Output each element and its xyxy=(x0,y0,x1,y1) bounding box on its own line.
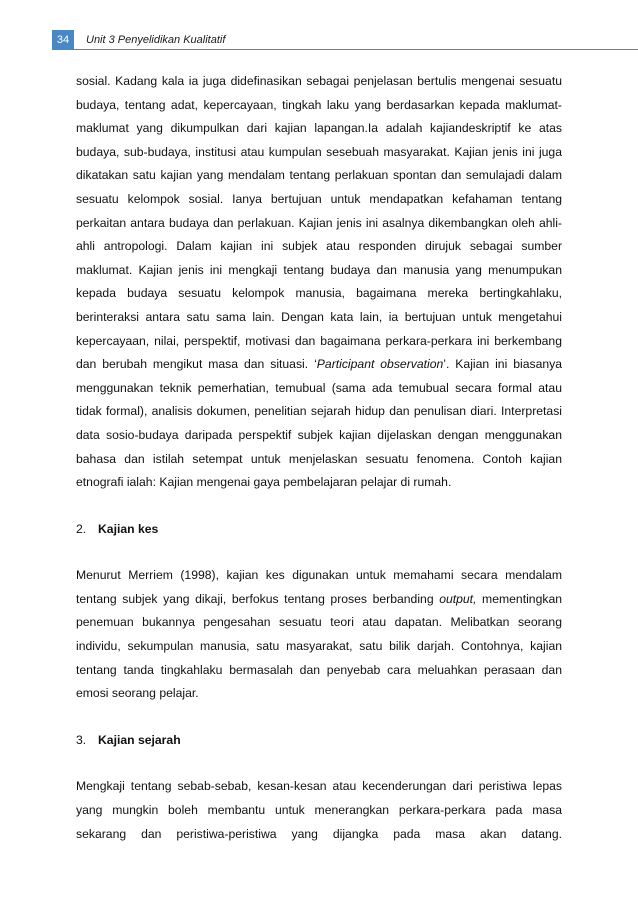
page-header xyxy=(0,28,638,50)
section-title: Kajian kes xyxy=(98,521,159,536)
paragraph-text: Menurut Merriem (1998), kajian kes digunakan untuk memahami secara mendalam tentang subjek yang dikaji, berfokus tentang proses berbanding xyxy=(76,568,562,606)
document-body xyxy=(76,70,562,846)
section-number: 2. xyxy=(76,521,87,536)
case-study-paragraph xyxy=(76,564,562,706)
italic-term: Participant observation xyxy=(316,357,444,372)
section-title: Kajian sejarah xyxy=(98,732,181,747)
history-paragraph: Mengkaji tentang sebab-sebab, kesan-kesan atau kecenderungan dari peristiwa lepas yang mungkin boleh membantu untuk menerangkan perkara-perkara pada masa sekarang dan peristiwa-peristiwa yang dijangka pada masa akan datang. xyxy=(76,779,562,841)
paragraph-text: mementingkan penemuan bukannya pengesahan sesuatu teori atau dapatan. Melibatkan seorang individu, sekumpulan manusia, satu masyarakat, satu bilik darjah. Contohnya, kajian tentang tanda tingkahlaku bermasalah dan penyebab cara meluahkan perasaan dan emosi seorang pelajar. xyxy=(76,591,562,701)
section-heading-case-study xyxy=(76,518,562,542)
paragraph-text: sosial. Kadang kala ia juga didefinasikan sebagai penjelasan bertulis mengenai sesuatu budaya, tentang adat, kepercayaan, tingkah laku yang berdasarkan kepada maklumat-maklumat yang dikumpulkan dari kajian lapangan.Ia adalah kajiandeskriptif ke atas budaya, sub-budaya, institusi atau kumpulan sesebuah masyarakat. Kajian jenis ini juga dikatakan satu kajian yang mendalam tentang perlakuan spontan dan semulajadi dalam sesuatu kelompok sosial. Ianya bertujuan untuk mendapatkan kefahaman tentang perkaitan antara budaya dan perlakuan. Kajian jenis ini asalnya dikembangkan oleh ahli-ahli antropologi. Dalam kajian ini subjek atau responden dirujuk sebagai sumber maklumat. Kajian jenis ini mengkaji tentang budaya dan manusia yang menumpukan kepada budaya sesuatu kelompok manusia, bagaimana mereka bertingkahlaku, berinteraksi antara satu sama lain. Dengan kata lain, ia bertujuan untuk mengetahui kepercayaan, nilai, perspektif, motivasi dan bagaimana perkara-perkara ini berkembang dan berubah mengikut masa dan situasi. ‘ xyxy=(76,74,562,372)
unit-title: Unit 3 Penyelidikan Kualitatif xyxy=(86,34,226,46)
page-number-badge: 34 xyxy=(52,30,74,50)
italic-term: output, xyxy=(439,591,477,606)
ethnography-paragraph xyxy=(76,70,562,495)
paragraph-text: ’. Kajian ini biasanya menggunakan teknik pemerhatian, temubual (sama ada temubual secara formal atau tidak formal), analisis dokumen, penelitian sejarah hidup dan penulisan diari. Interpretasi data sosio-budaya daripada perspektif subjek kajian dijelaskan dengan menggunakan bahasa dan istilah setempat untuk menjelaskan sesuatu fenomena. Contoh kajian etnografi ialah: Kajian mengenai gaya pembelajaran pelajar di rumah. xyxy=(76,357,562,490)
section-number: 3. xyxy=(76,732,87,747)
section-heading-history xyxy=(76,729,562,753)
header-rule xyxy=(74,49,638,50)
